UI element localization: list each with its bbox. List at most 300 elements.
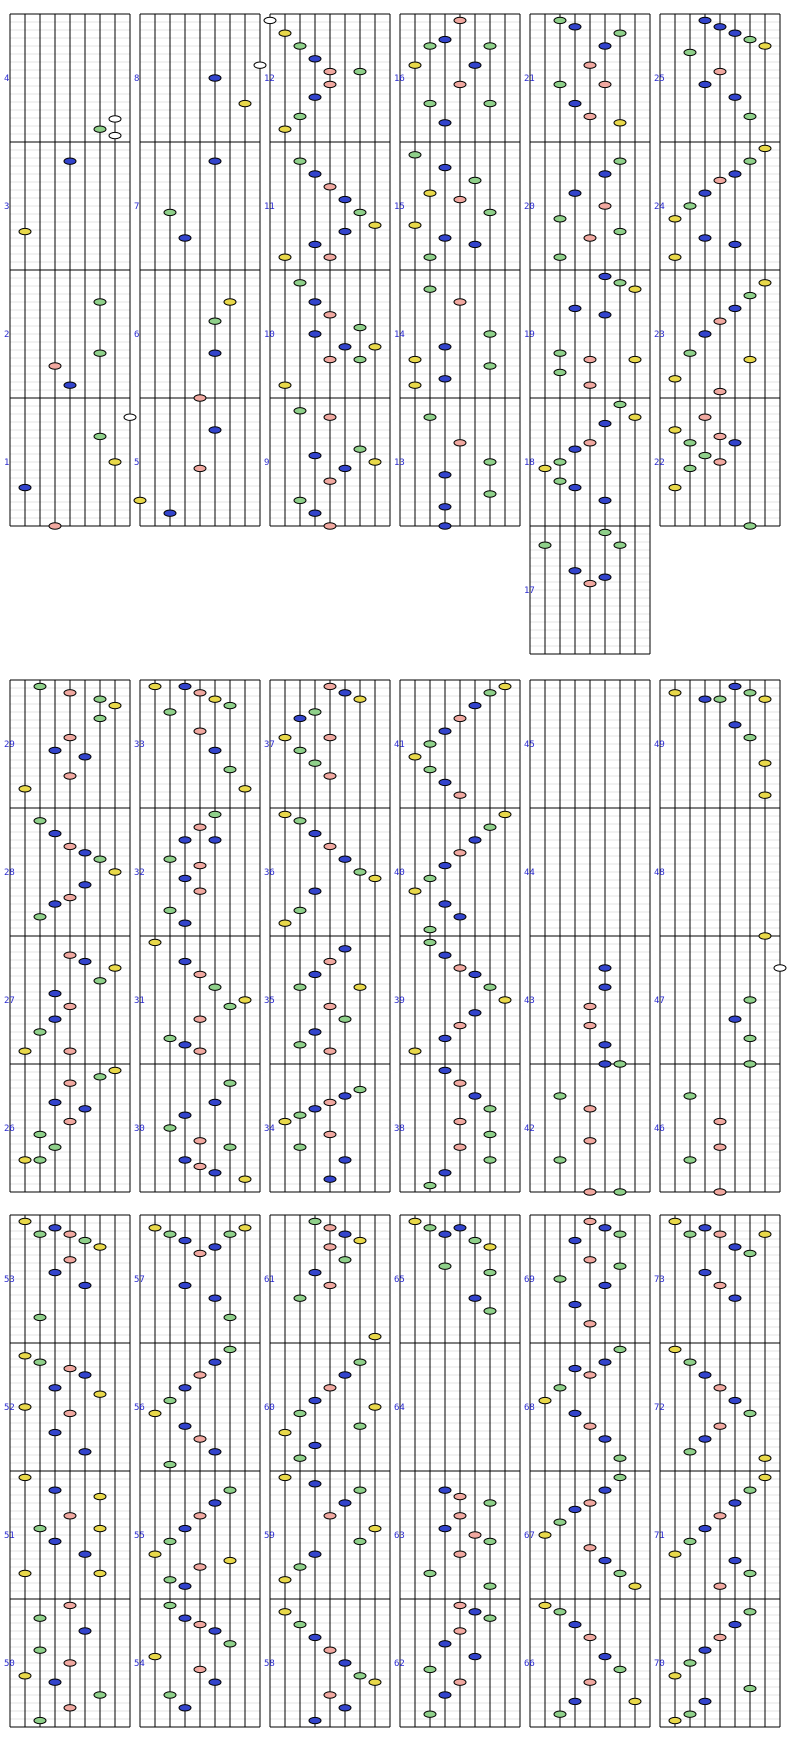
note-green: [294, 907, 306, 913]
note-green: [554, 81, 566, 87]
note-green: [94, 1692, 106, 1698]
note-green: [484, 1538, 496, 1544]
measure-number-label: 8: [134, 74, 140, 84]
note-yellow: [409, 356, 421, 362]
note-pink: [714, 1282, 726, 1288]
note-pink: [64, 1048, 76, 1054]
note-blue: [79, 1282, 91, 1288]
note-blue: [79, 754, 91, 760]
note-yellow: [629, 356, 641, 362]
note-green: [744, 158, 756, 164]
note-blue: [179, 875, 191, 881]
note-yellow: [759, 43, 771, 49]
measure-block: [654, 680, 786, 1195]
note-yellow: [669, 1673, 681, 1679]
note-green: [484, 363, 496, 369]
measure-block: [394, 1215, 520, 1727]
note-yellow: [409, 62, 421, 68]
note-pink: [64, 1118, 76, 1124]
note-green: [164, 907, 176, 913]
measure-number-label: 30: [134, 1124, 145, 1134]
note-blue: [729, 1244, 741, 1250]
measure-number-label: 14: [394, 330, 405, 340]
note-blue: [309, 888, 321, 894]
note-pink: [194, 465, 206, 471]
note-yellow: [94, 1391, 106, 1397]
note-green: [94, 715, 106, 721]
measure-block: [394, 14, 520, 529]
note-blue: [439, 120, 451, 126]
note-white: [109, 132, 121, 138]
note-green: [164, 1692, 176, 1698]
note-pink: [324, 81, 336, 87]
note-blue: [439, 1170, 451, 1176]
note-pink: [454, 715, 466, 721]
note-blue: [309, 830, 321, 836]
note-green: [744, 997, 756, 1003]
note-green: [424, 875, 436, 881]
measure-block: [264, 1215, 390, 1727]
note-green: [34, 1231, 46, 1237]
note-green: [94, 856, 106, 862]
note-pink: [714, 1583, 726, 1589]
note-green: [224, 1080, 236, 1086]
note-blue: [209, 158, 221, 164]
measure-number-label: 16: [394, 74, 405, 84]
note-blue: [699, 190, 711, 196]
note-green: [309, 709, 321, 715]
note-pink: [324, 1513, 336, 1519]
note-blue: [569, 1237, 581, 1243]
note-green: [34, 1157, 46, 1163]
note-pink: [714, 68, 726, 74]
note-green: [94, 696, 106, 702]
note-green: [554, 1385, 566, 1391]
note-yellow: [94, 1570, 106, 1576]
note-pink: [64, 894, 76, 900]
note-blue: [309, 56, 321, 62]
note-white: [254, 62, 266, 68]
measure-block: [524, 1215, 650, 1727]
note-blue: [729, 440, 741, 446]
note-pink: [584, 356, 596, 362]
note-pink: [324, 68, 336, 74]
note-green: [714, 696, 726, 702]
measure-number-label: 22: [654, 458, 665, 468]
note-green: [224, 1641, 236, 1647]
note-green: [294, 984, 306, 990]
note-blue: [439, 1641, 451, 1647]
note-green: [164, 1602, 176, 1608]
measure-number-label: 64: [394, 1403, 405, 1413]
note-yellow: [209, 696, 221, 702]
measure-number-label: 36: [264, 868, 275, 878]
note-green: [484, 984, 496, 990]
note-blue: [209, 1628, 221, 1634]
note-blue: [179, 958, 191, 964]
note-blue: [309, 94, 321, 100]
note-green: [354, 356, 366, 362]
note-green: [354, 869, 366, 875]
note-yellow: [239, 100, 251, 106]
note-green: [424, 1711, 436, 1717]
note-blue: [49, 1225, 61, 1231]
note-pink: [454, 1493, 466, 1499]
note-green: [684, 49, 696, 55]
note-blue: [469, 971, 481, 977]
note-pink: [64, 690, 76, 696]
note-yellow: [409, 754, 421, 760]
note-blue: [469, 1010, 481, 1016]
note-blue: [339, 946, 351, 952]
note-green: [34, 1359, 46, 1365]
note-green: [554, 216, 566, 222]
note-pink: [584, 1022, 596, 1028]
note-yellow: [369, 875, 381, 881]
note-green: [424, 1182, 436, 1188]
note-pink: [194, 888, 206, 894]
note-yellow: [759, 1231, 771, 1237]
note-blue: [729, 94, 741, 100]
note-yellow: [369, 1404, 381, 1410]
note-blue: [179, 1042, 191, 1048]
measure-number-label: 46: [654, 1124, 665, 1134]
measure-number-label: 9: [264, 458, 270, 468]
note-green: [294, 1621, 306, 1627]
note-blue: [729, 30, 741, 36]
note-pink: [584, 113, 596, 119]
note-blue: [49, 1016, 61, 1022]
note-green: [34, 1525, 46, 1531]
note-yellow: [354, 1237, 366, 1243]
note-blue: [79, 958, 91, 964]
note-pink: [584, 1106, 596, 1112]
note-green: [484, 331, 496, 337]
measure-number-label: 62: [394, 1659, 405, 1669]
note-pink: [324, 478, 336, 484]
note-blue: [439, 1035, 451, 1041]
note-blue: [439, 1525, 451, 1531]
note-pink: [64, 1003, 76, 1009]
note-pink: [714, 1189, 726, 1195]
note-yellow: [149, 683, 161, 689]
note-yellow: [279, 734, 291, 740]
note-blue: [599, 1225, 611, 1231]
note-yellow: [109, 1067, 121, 1073]
note-blue: [49, 1099, 61, 1105]
measure-number-label: 68: [524, 1403, 535, 1413]
note-blue: [729, 1621, 741, 1627]
measure-number-label: 25: [654, 74, 665, 84]
note-green: [294, 747, 306, 753]
note-blue: [179, 1112, 191, 1118]
note-blue: [339, 465, 351, 471]
note-green: [744, 1250, 756, 1256]
note-yellow: [149, 1551, 161, 1557]
note-pink: [584, 1372, 596, 1378]
measure-number-label: 57: [134, 1275, 145, 1285]
note-pink: [64, 773, 76, 779]
note-blue: [729, 1500, 741, 1506]
note-yellow: [539, 1397, 551, 1403]
note-blue: [729, 1016, 741, 1022]
note-blue: [209, 1170, 221, 1176]
note-pink: [324, 1385, 336, 1391]
note-blue: [209, 1449, 221, 1455]
note-pink: [714, 1513, 726, 1519]
note-blue: [209, 1500, 221, 1506]
note-pink: [64, 1660, 76, 1666]
note-pink: [194, 690, 206, 696]
note-green: [294, 1564, 306, 1570]
note-yellow: [19, 1157, 31, 1163]
measure-number-label: 47: [654, 996, 665, 1006]
note-green: [164, 1125, 176, 1131]
note-green: [614, 1346, 626, 1352]
note-blue: [439, 728, 451, 734]
note-blue: [49, 901, 61, 907]
note-pink: [324, 1099, 336, 1105]
note-yellow: [669, 1551, 681, 1557]
note-blue: [569, 1621, 581, 1627]
measure-block: [654, 1215, 780, 1727]
note-yellow: [614, 120, 626, 126]
note-green: [34, 818, 46, 824]
note-green: [354, 209, 366, 215]
note-green: [94, 1074, 106, 1080]
note-blue: [729, 1557, 741, 1563]
note-green: [354, 1423, 366, 1429]
note-blue: [699, 1372, 711, 1378]
note-pink: [64, 1705, 76, 1711]
measure-block: [134, 1215, 260, 1727]
note-green: [744, 734, 756, 740]
note-pink: [324, 254, 336, 260]
note-yellow: [629, 414, 641, 420]
note-green: [294, 1144, 306, 1150]
note-green: [684, 350, 696, 356]
note-yellow: [19, 1218, 31, 1224]
measure-number-label: 48: [654, 868, 665, 878]
note-green: [484, 1269, 496, 1275]
note-green: [164, 1538, 176, 1544]
note-green: [484, 1131, 496, 1137]
measure-block: [4, 1215, 130, 1727]
note-pink: [194, 1250, 206, 1256]
note-green: [164, 856, 176, 862]
note-blue: [454, 1225, 466, 1231]
note-green: [164, 209, 176, 215]
note-yellow: [109, 869, 121, 875]
note-blue: [569, 446, 581, 452]
measure-block: [394, 680, 520, 1192]
note-yellow: [134, 497, 146, 503]
note-blue: [19, 484, 31, 490]
note-yellow: [629, 1583, 641, 1589]
note-pink: [454, 965, 466, 971]
note-pink: [324, 1282, 336, 1288]
note-green: [599, 529, 611, 535]
note-pink: [324, 523, 336, 529]
note-blue: [439, 504, 451, 510]
note-blue: [599, 1282, 611, 1288]
note-green: [684, 1711, 696, 1717]
measure-number-label: 53: [4, 1275, 15, 1285]
note-blue: [79, 850, 91, 856]
note-blue: [729, 722, 741, 728]
measure-number-label: 1: [4, 458, 10, 468]
note-green: [614, 1061, 626, 1067]
note-blue: [729, 305, 741, 311]
note-green: [294, 408, 306, 414]
note-green: [94, 978, 106, 984]
note-green: [34, 1615, 46, 1621]
note-pink: [194, 1163, 206, 1169]
note-blue: [599, 1653, 611, 1659]
note-pink: [324, 773, 336, 779]
note-green: [424, 414, 436, 420]
measure-number-label: 58: [264, 1659, 275, 1669]
note-blue: [569, 1410, 581, 1416]
note-green: [554, 1519, 566, 1525]
note-green: [469, 177, 481, 183]
note-yellow: [279, 30, 291, 36]
note-blue: [599, 1557, 611, 1563]
note-pink: [714, 1423, 726, 1429]
measure-number-label: 2: [4, 330, 10, 340]
note-blue: [599, 43, 611, 49]
note-pink: [454, 1551, 466, 1557]
note-yellow: [149, 939, 161, 945]
note-blue: [599, 312, 611, 318]
note-pink: [64, 843, 76, 849]
note-green: [354, 1487, 366, 1493]
note-blue: [309, 1442, 321, 1448]
note-yellow: [369, 1525, 381, 1531]
note-green: [614, 542, 626, 548]
note-green: [209, 318, 221, 324]
note-yellow: [239, 1225, 251, 1231]
note-green: [554, 1093, 566, 1099]
note-pink: [194, 1138, 206, 1144]
note-yellow: [19, 1353, 31, 1359]
note-green: [484, 1615, 496, 1621]
note-blue: [699, 331, 711, 337]
note-blue: [309, 1481, 321, 1487]
measure-number-label: 49: [654, 740, 665, 750]
note-yellow: [354, 696, 366, 702]
note-yellow: [94, 1493, 106, 1499]
note-yellow: [484, 1244, 496, 1250]
note-blue: [209, 75, 221, 81]
note-blue: [309, 1106, 321, 1112]
note-green: [684, 1449, 696, 1455]
note-green: [554, 350, 566, 356]
note-pink: [64, 1231, 76, 1237]
note-blue: [179, 837, 191, 843]
note-green: [554, 1157, 566, 1163]
note-pink: [49, 363, 61, 369]
note-pink: [454, 196, 466, 202]
note-pink: [714, 177, 726, 183]
note-blue: [469, 1295, 481, 1301]
note-green: [94, 299, 106, 305]
note-yellow: [759, 1474, 771, 1480]
note-pink: [49, 523, 61, 529]
note-blue: [569, 1301, 581, 1307]
note-green: [484, 690, 496, 696]
note-pink: [324, 1048, 336, 1054]
note-green: [164, 1035, 176, 1041]
measure-block: [264, 14, 390, 529]
note-blue: [309, 1397, 321, 1403]
note-green: [424, 286, 436, 292]
note-blue: [79, 1628, 91, 1634]
note-green: [744, 1410, 756, 1416]
note-yellow: [279, 1577, 291, 1583]
measure-number-label: 19: [524, 330, 535, 340]
measure-number-label: 50: [4, 1659, 15, 1669]
note-blue: [309, 510, 321, 516]
note-blue: [294, 715, 306, 721]
note-green: [164, 1461, 176, 1467]
note-yellow: [279, 126, 291, 132]
note-blue: [339, 690, 351, 696]
note-pink: [194, 728, 206, 734]
note-green: [224, 1346, 236, 1352]
note-green: [684, 465, 696, 471]
note-yellow: [409, 222, 421, 228]
note-pink: [584, 1257, 596, 1263]
note-pink: [64, 1602, 76, 1608]
note-blue: [729, 1397, 741, 1403]
note-green: [484, 1157, 496, 1163]
note-yellow: [109, 459, 121, 465]
note-yellow: [279, 1118, 291, 1124]
note-pink: [194, 1436, 206, 1442]
note-blue: [49, 990, 61, 996]
note-pink: [714, 388, 726, 394]
note-yellow: [759, 1455, 771, 1461]
note-green: [684, 1157, 696, 1163]
note-blue: [599, 1061, 611, 1067]
note-pink: [454, 299, 466, 305]
note-pink: [194, 862, 206, 868]
note-pink: [324, 414, 336, 420]
note-pink: [64, 1257, 76, 1263]
note-blue: [599, 1436, 611, 1442]
note-green: [424, 741, 436, 747]
note-blue: [699, 1525, 711, 1531]
note-green: [614, 1666, 626, 1672]
note-green: [484, 1106, 496, 1112]
note-green: [684, 1660, 696, 1666]
note-pink: [714, 1144, 726, 1150]
note-blue: [569, 190, 581, 196]
note-pink: [64, 1513, 76, 1519]
note-green: [484, 1308, 496, 1314]
note-blue: [79, 1106, 91, 1112]
note-green: [294, 818, 306, 824]
note-green: [424, 254, 436, 260]
note-green: [424, 926, 436, 932]
note-pink: [584, 440, 596, 446]
note-yellow: [149, 1410, 161, 1416]
note-green: [484, 459, 496, 465]
note-pink: [584, 1321, 596, 1327]
note-blue: [209, 837, 221, 843]
note-green: [294, 497, 306, 503]
